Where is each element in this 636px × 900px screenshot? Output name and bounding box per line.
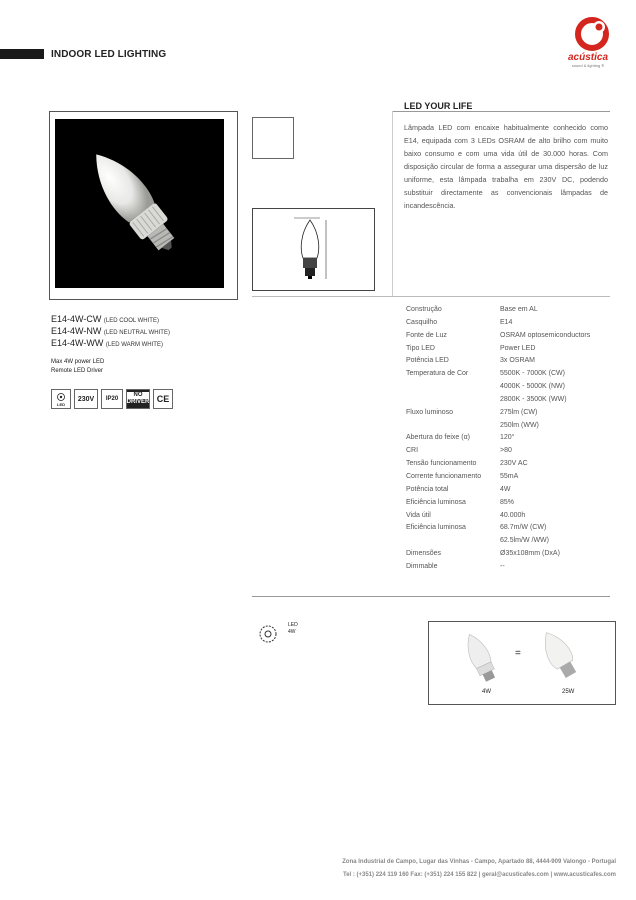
spec-key xyxy=(406,420,500,433)
spec-row xyxy=(406,330,616,343)
led-wattage: 4W xyxy=(482,689,491,695)
spec-key: Dimmable xyxy=(406,562,438,570)
ce-badge: CE xyxy=(153,389,173,409)
spec-key: Fluxo luminoso xyxy=(406,408,454,416)
spec-value: 4W xyxy=(500,485,511,493)
model-cw xyxy=(51,314,159,324)
spec-key: Casquilho xyxy=(406,318,438,326)
spec-value: 250lm (WW) xyxy=(500,421,539,429)
spec-row xyxy=(406,407,616,420)
nodriver-badge xyxy=(126,389,150,409)
section-divider-bottom xyxy=(252,596,610,597)
led-label-line: LED xyxy=(288,622,298,628)
product-description: Lâmpada LED com encaixe habitualmente conhecido como E14, equipada com 3 LEDs OSRAM de alto brilho com muito baixo consumo e com uma vida útil de 30.000 horas. Com disposição circular de forma a assegurar uma dispersão de luz uniforme, esta lâmpada trabalha em 230V DC, podendo substituir directamente as convencionais lâmpadas de incandescência. xyxy=(404,123,608,210)
spec-row xyxy=(406,497,616,510)
spec-value: 4000K - 5000K (NW) xyxy=(500,383,565,391)
led-chip-icon xyxy=(56,392,66,402)
header-bar xyxy=(0,49,44,59)
led-label-line: 4W xyxy=(288,629,296,635)
feature-item: Remote LED Driver xyxy=(51,368,104,374)
nodriver-badge-top: NO xyxy=(127,392,149,399)
model-note: (LED WARM WHITE) xyxy=(105,342,163,348)
section-divider xyxy=(392,111,610,112)
logo-tagline: sound & lighting ® xyxy=(571,63,605,68)
spec-key: Abertura do feixe (α) xyxy=(406,434,470,442)
spec-value: Power LED xyxy=(500,344,536,352)
led-badge xyxy=(51,389,71,409)
model-code: E14-4W-CW xyxy=(51,314,102,324)
column-divider xyxy=(392,111,393,296)
spec-key: Fonte de Luz xyxy=(406,331,447,339)
thumbnail-box xyxy=(252,117,294,159)
section-divider-mid xyxy=(252,296,610,297)
spec-value: 85% xyxy=(500,498,515,506)
voltage-badge: 230V xyxy=(74,389,98,409)
feature-item: Max 4W power LED xyxy=(51,359,105,365)
spec-row xyxy=(406,471,616,484)
spec-row xyxy=(406,381,616,394)
spec-value: 5500K - 7000K (CW) xyxy=(500,370,565,378)
spec-key: Tensão funcionamento xyxy=(406,460,477,468)
led-bulb-icon xyxy=(450,628,510,686)
ip-badge: IP20 xyxy=(101,389,123,409)
model-nw xyxy=(51,326,170,336)
spec-row xyxy=(406,458,616,471)
spec-key: Eficiência luminosa xyxy=(406,498,466,506)
spec-row xyxy=(406,522,616,535)
spec-row xyxy=(406,535,616,548)
model-code: E14-4W-WW xyxy=(51,338,104,348)
spec-row xyxy=(406,420,616,433)
header-title: INDOOR LED LIGHTING xyxy=(51,49,167,60)
model-note: (LED NEUTRAL WHITE) xyxy=(103,330,170,336)
logo-name: acústica xyxy=(567,52,609,63)
spec-value: 275lm (CW) xyxy=(500,408,538,416)
spec-row xyxy=(406,343,616,356)
spec-row xyxy=(406,548,616,561)
spec-value: >80 xyxy=(500,447,512,455)
spec-row xyxy=(406,355,616,368)
spec-value: 40.000h xyxy=(500,511,526,519)
section-title: LED YOUR LIFE xyxy=(404,101,473,111)
spec-key: Temperatura de Cor xyxy=(406,370,469,378)
led-label xyxy=(288,622,298,636)
spec-row xyxy=(406,561,616,574)
spec-row xyxy=(406,394,616,407)
spec-key: Potência LED xyxy=(406,357,449,365)
spec-row xyxy=(406,317,616,330)
spec-value: OSRAM optosemiconductors xyxy=(500,331,591,339)
led-badge-label: LED xyxy=(57,401,65,407)
spec-key: Eficiência luminosa xyxy=(406,524,466,532)
footer-address: Zona Industrial de Campo, Lugar das Vinhas - Campo, Apartado 88, 4444-909 Valongo - Portugal xyxy=(342,859,616,865)
spec-value: Base em AL xyxy=(500,306,538,313)
incandescent-bulb-icon xyxy=(528,626,592,686)
spec-value: 3x OSRAM xyxy=(500,357,536,365)
spec-row xyxy=(406,432,616,445)
spec-key: Dimensões xyxy=(406,550,442,558)
spec-row xyxy=(406,510,616,523)
incandescent-wattage: 25W xyxy=(562,689,575,695)
spec-row xyxy=(406,484,616,497)
spec-key xyxy=(406,535,500,548)
spec-key: CRI xyxy=(406,447,419,455)
spec-key xyxy=(406,381,500,394)
spec-key xyxy=(406,394,500,407)
footer-contact: Tel : (+351) 224 119 160 Fax: (+351) 224 155 822 | geral@acusticafes.com | www.acusticafes.com xyxy=(342,872,616,878)
spec-row xyxy=(406,304,616,317)
spec-value: 68.7m/W (CW) xyxy=(500,524,547,532)
led-chip-icon xyxy=(258,624,278,644)
equals-sign: = xyxy=(515,648,521,659)
dimension-drawing xyxy=(290,212,330,284)
spec-value: 230V AC xyxy=(500,460,528,468)
badge-row xyxy=(51,389,173,411)
model-code: E14-4W-NW xyxy=(51,326,102,336)
model-note: (LED COOL WHITE) xyxy=(103,318,159,324)
spec-value: 120° xyxy=(500,434,515,442)
nodriver-badge-bottom: DRIVER xyxy=(126,399,150,405)
spec-value: E14 xyxy=(500,318,513,326)
spec-key: Construção xyxy=(406,306,442,313)
spec-key: Corrente funcionamento xyxy=(406,472,482,480)
spec-value: 62.5lm/W /WW) xyxy=(500,537,549,545)
spec-row xyxy=(406,445,616,458)
spec-value: -- xyxy=(500,562,505,570)
spec-value: 2800K - 3500K (WW) xyxy=(500,395,567,403)
model-ww xyxy=(51,338,163,348)
spec-value: 55mA xyxy=(500,472,519,480)
product-photo xyxy=(55,119,224,288)
spec-key: Potência total xyxy=(406,485,449,493)
spec-table xyxy=(406,304,616,574)
spec-value: Ø35x108mm (DxA) xyxy=(500,550,560,558)
spec-row xyxy=(406,368,616,381)
spec-key: Vida útil xyxy=(406,511,431,519)
spec-key: Tipo LED xyxy=(406,344,435,352)
